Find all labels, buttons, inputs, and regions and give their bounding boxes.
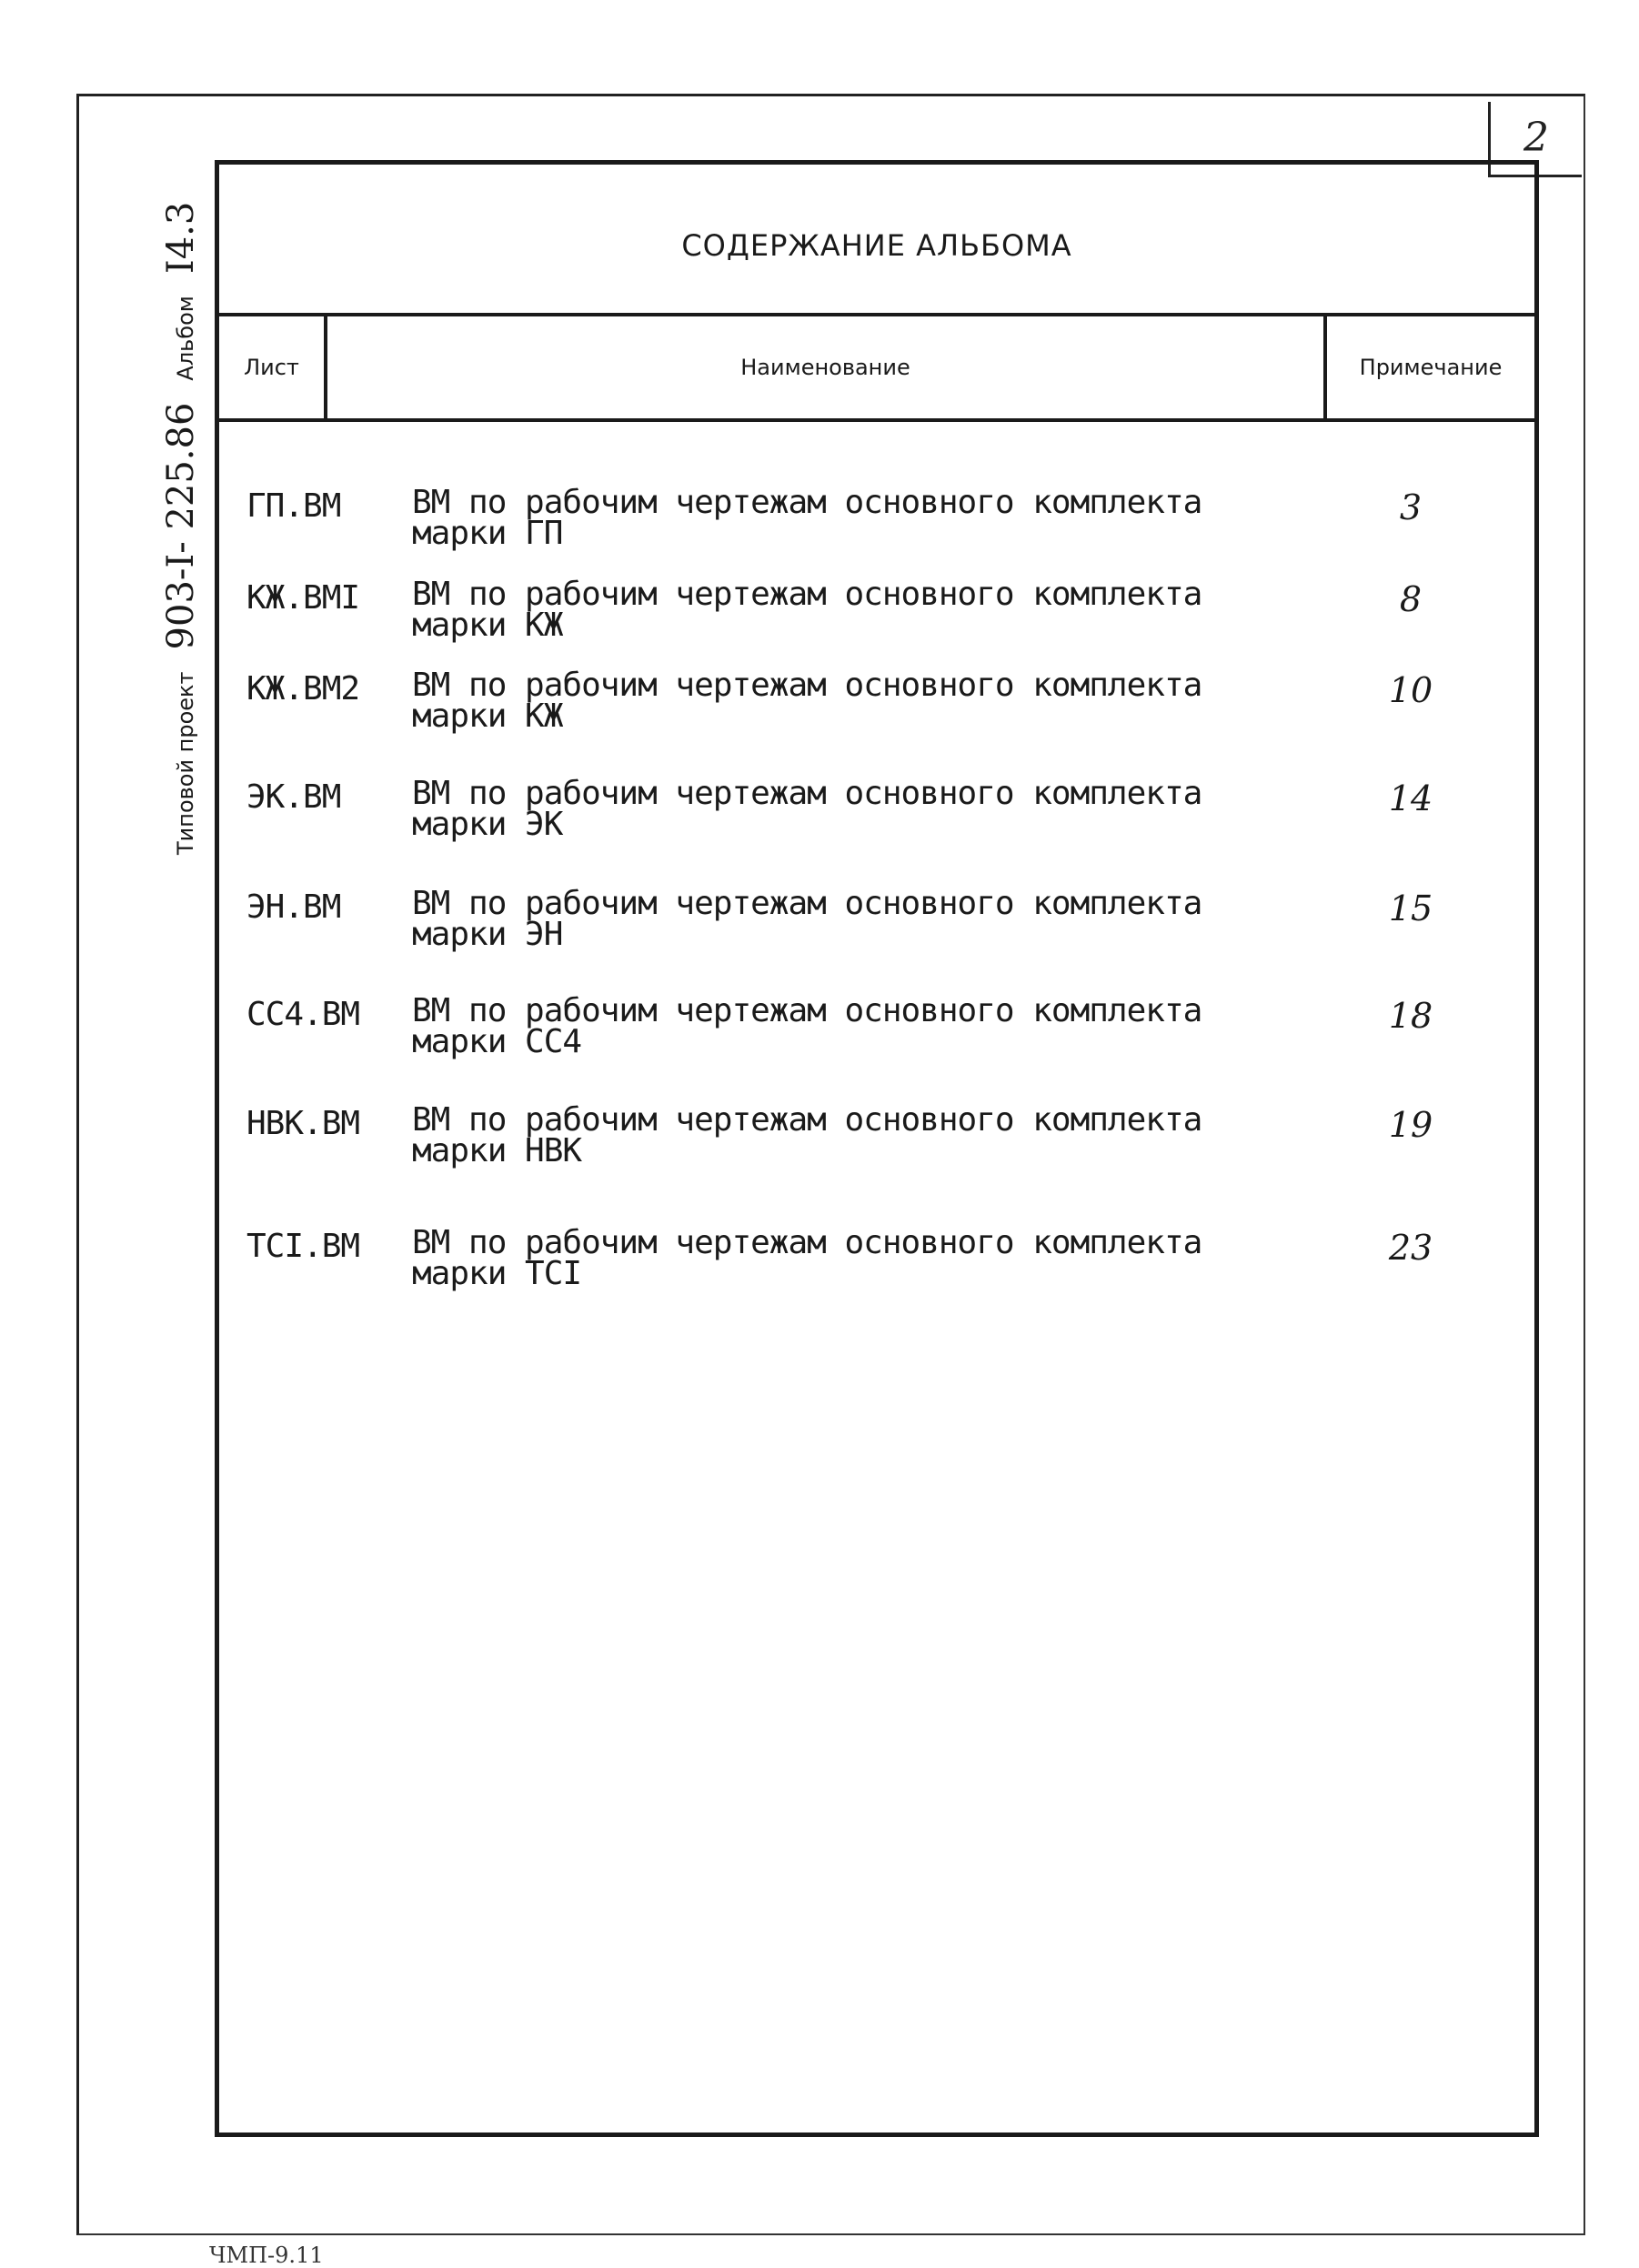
row-code: СС4.ВМ <box>246 996 360 1033</box>
row-note: 3 <box>1399 487 1423 527</box>
album-number: I4.3 <box>160 201 202 275</box>
row-name <box>412 576 1322 644</box>
row-name-line1: ВМ по рабочим чертежам основного комплекта <box>412 484 1202 521</box>
row-code: ЭК.ВМ <box>246 778 341 816</box>
table-row <box>219 576 1534 661</box>
row-code: НВК.ВМ <box>246 1105 360 1142</box>
row-name <box>412 992 1322 1060</box>
row-name <box>412 775 1322 843</box>
row-note: 14 <box>1388 778 1433 818</box>
row-code: ГП.ВМ <box>246 487 341 525</box>
row-name-line1: ВМ по рабочим чертежам основного комплекта <box>412 992 1202 1029</box>
table-row <box>219 484 1534 569</box>
row-name-line1: ВМ по рабочим чертежам основного комплекта <box>412 576 1202 613</box>
row-name-line2: марки ЭН <box>412 916 563 953</box>
row-code: ЭН.ВМ <box>246 888 341 926</box>
row-note: 19 <box>1388 1105 1433 1145</box>
table-row <box>219 775 1534 860</box>
row-name-line2: марки СС4 <box>412 1023 582 1060</box>
row-code: ТСI.ВМ <box>246 1228 360 1265</box>
album-label: Альбом <box>173 296 198 381</box>
project-code: 903-I- 225.86 <box>160 402 202 650</box>
header-note: Примечание <box>1359 355 1503 380</box>
row-name <box>412 667 1322 735</box>
row-name-line1: ВМ по рабочим чертежам основного комплекта <box>412 1224 1202 1261</box>
table-row <box>219 667 1534 752</box>
table-row <box>219 1101 1534 1187</box>
row-code: КЖ.ВМI <box>246 579 360 617</box>
row-name <box>412 1224 1322 1292</box>
row-name-line2: марки ЭК <box>412 806 563 843</box>
contents-table <box>215 160 1539 2137</box>
row-code: КЖ.ВМ2 <box>246 670 360 707</box>
row-name-line1: ВМ по рабочим чертежам основного комплекта <box>412 667 1202 704</box>
page-title: СОДЕРЖАНИЕ АЛЬБОМА <box>681 228 1072 263</box>
table-row <box>219 1224 1534 1310</box>
table-row <box>219 885 1534 970</box>
project-side-label <box>160 202 202 855</box>
row-name-line2: марки КЖ <box>412 607 563 644</box>
row-name-line1: ВМ по рабочим чертежам основного комплекта <box>412 885 1202 922</box>
row-name <box>412 484 1322 552</box>
row-name-line2: марки КЖ <box>412 697 563 735</box>
row-note: 15 <box>1388 888 1433 928</box>
row-name-line2: марки ГП <box>412 515 563 552</box>
header-name: Наименование <box>327 316 1327 418</box>
row-name-line1: ВМ по рабочим чертежам основного комплекта <box>412 1101 1202 1139</box>
table-row <box>219 992 1534 1078</box>
row-name <box>412 885 1322 953</box>
project-label: Типовой проект <box>173 671 198 855</box>
table-header <box>219 313 1534 422</box>
sheet-number: 2 <box>1488 102 1582 177</box>
row-name-line2: марки ТСI <box>412 1255 582 1292</box>
row-note: 18 <box>1388 996 1433 1036</box>
row-note: 8 <box>1399 579 1423 619</box>
row-name-line1: ВМ по рабочим чертежам основного комплекта <box>412 775 1202 812</box>
row-name-line2: марки НВК <box>412 1132 582 1169</box>
row-note: 10 <box>1388 670 1433 710</box>
bottom-stamp: ЧМП-9.11 <box>209 2243 324 2268</box>
row-note: 23 <box>1388 1228 1433 1268</box>
row-name <box>412 1101 1322 1169</box>
header-sheet: Лист <box>219 316 327 418</box>
